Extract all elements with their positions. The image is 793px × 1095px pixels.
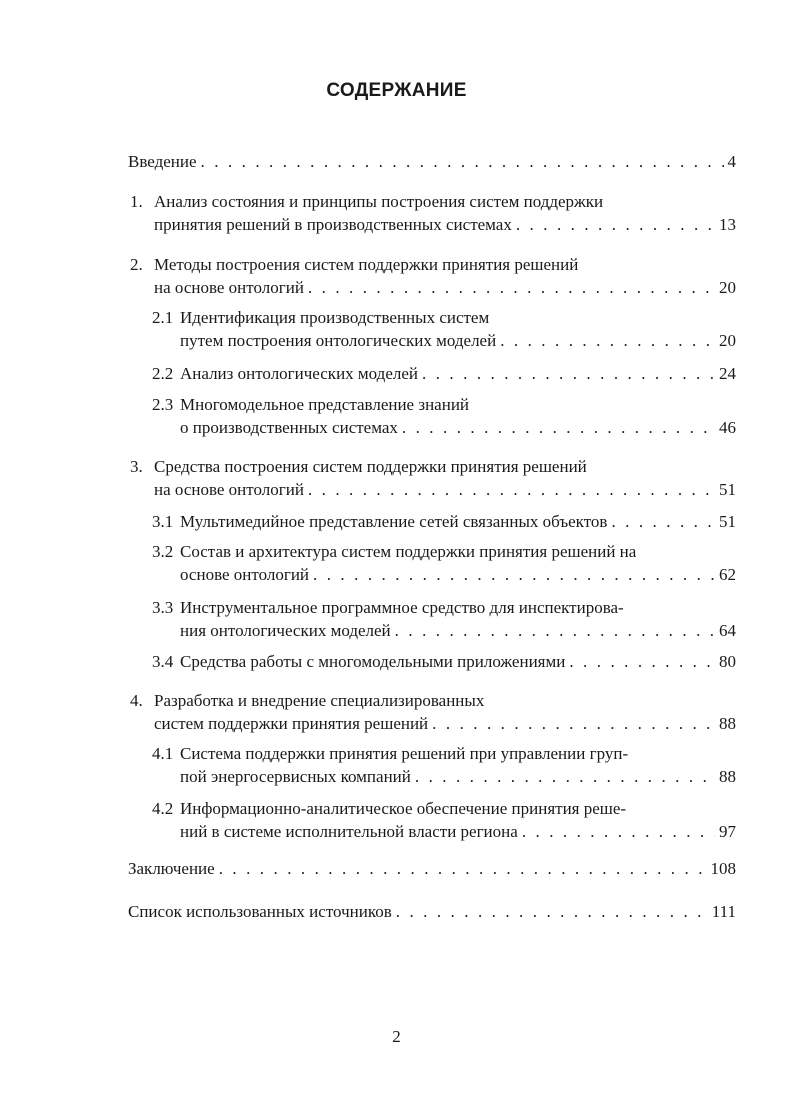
toc-entry-section-3-1[interactable] [152, 510, 736, 533]
toc-entry-title-line2: ний в системе исполнительной власти региона [180, 822, 518, 841]
toc-entry-number: 3.1 [152, 512, 174, 531]
toc-page-number: 80 [719, 652, 736, 671]
toc-entry-title-line2: принятия решений в производственных системах [154, 215, 512, 234]
toc-entry-number: 2.1 [152, 308, 174, 327]
dot-leader [516, 213, 715, 236]
toc-entry-title-line1: Средства построения систем поддержки принятия решений [154, 457, 587, 476]
toc-entry-chapter-1[interactable] [130, 190, 736, 236]
toc-entry-title-line2: систем поддержки принятия решений [154, 714, 429, 733]
toc-entry-number: 4. [130, 691, 143, 710]
dot-leader [402, 416, 715, 439]
toc-entry-title-line2: на основе онтологий [154, 480, 304, 499]
toc-entry-number: 3. [130, 457, 143, 476]
page-number: 2 [392, 1027, 401, 1046]
toc-entry-section-3-4[interactable] [152, 650, 736, 673]
toc-entry-title-line2: путем построения онтологических моделей [180, 331, 497, 350]
toc-entry-title: Введение [128, 152, 197, 171]
toc-entry-references[interactable] [128, 900, 736, 923]
toc-entry-title: Средства работы с многомодельными приложениями [180, 652, 566, 671]
toc-entry-number: 2.2 [152, 364, 174, 383]
dot-leader [308, 478, 715, 501]
toc-entry-number: 3.3 [152, 598, 174, 617]
toc-entry-title-line1: Многомодельное представление знаний [180, 395, 470, 414]
toc-page-number: 51 [719, 480, 736, 499]
dot-leader [522, 820, 715, 843]
toc-entry-section-2-2[interactable] [152, 362, 736, 385]
toc-entry-number: 2.3 [152, 395, 174, 414]
toc-page-number: 20 [719, 278, 736, 297]
toc-entry-title-line1: Состав и архитектура систем поддержки принятия решений на [180, 542, 637, 561]
toc-entry-number: 3.2 [152, 542, 174, 561]
dot-leader [422, 362, 715, 385]
toc-entry-number: 2. [130, 255, 143, 274]
toc-entry-title-line1: Идентификация производственных систем [180, 308, 490, 327]
dot-leader [611, 510, 715, 533]
toc-entry-title-line2: основе онтологий [180, 565, 310, 584]
toc-page-number: 108 [710, 859, 736, 878]
toc-entry-title-line2: ния онтологических моделей [180, 621, 391, 640]
dot-leader [396, 900, 708, 923]
toc-page-number: 62 [719, 565, 736, 584]
toc-entry-title: Заключение [128, 859, 215, 878]
toc-page-number: 88 [719, 714, 736, 733]
toc-entry-title: Мультимедийное представление сетей связанных объектов [180, 512, 608, 531]
toc-page-number: 64 [719, 621, 736, 640]
toc-page-number: 111 [711, 902, 736, 921]
toc-entry-number: 4.1 [152, 744, 174, 763]
toc-entry-title-line1: Методы построения систем поддержки принятия решений [154, 255, 579, 274]
toc-entry-number: 1. [130, 192, 143, 211]
toc-page-number: 24 [719, 364, 736, 383]
dot-leader [395, 619, 715, 642]
toc-entry-title-line1: Разработка и внедрение специализированных [154, 691, 485, 710]
toc-entry-section-2-3[interactable] [152, 393, 736, 439]
toc-page-number: 88 [719, 767, 736, 786]
toc-entry-section-3-2[interactable] [152, 540, 736, 586]
toc-page-number: 13 [719, 215, 736, 234]
toc-entry-section-2-1[interactable] [152, 306, 736, 352]
toc-entry-title-line1: Инструментальное программное средство для инспектирова- [180, 598, 624, 617]
toc-entry-title-line2: о производственных системах [180, 418, 398, 437]
toc-entry-chapter-3[interactable] [130, 455, 736, 501]
toc-entry-title: Анализ онтологических моделей [180, 364, 419, 383]
toc-page-number: 97 [719, 822, 736, 841]
toc-entry-title-line2: на основе онтологий [154, 278, 304, 297]
toc-entry-conclusion[interactable] [128, 857, 736, 880]
toc-entry-title-line2: пой энергосервисных компаний [180, 767, 411, 786]
toc-page-number: 20 [719, 331, 736, 350]
toc-entry-section-4-2[interactable] [152, 797, 736, 843]
toc-entry-chapter-2[interactable] [130, 253, 736, 299]
dot-leader [432, 712, 715, 735]
toc-entry-title-line1: Система поддержки принятия решений при управлении груп- [180, 744, 629, 763]
toc-entry-number: 3.4 [152, 652, 174, 671]
dot-leader [219, 857, 707, 880]
dot-leader [201, 150, 724, 173]
toc-entry-title: Список использованных источников [128, 902, 392, 921]
toc-entry-title-line1: Анализ состояния и принципы построения систем поддержки [154, 192, 604, 211]
toc-entry-number: 4.2 [152, 799, 174, 818]
dot-leader [569, 650, 715, 673]
dot-leader [500, 329, 715, 352]
toc-page-number: 46 [719, 418, 736, 437]
toc-entry-chapter-4[interactable] [130, 689, 736, 735]
dot-leader [415, 765, 715, 788]
dot-leader [313, 563, 715, 586]
toc-page-number: 4 [727, 152, 736, 171]
toc-entry-section-4-1[interactable] [152, 742, 736, 788]
page-title: СОДЕРЖАНИЕ [326, 80, 467, 101]
toc-entry-intro[interactable] [128, 150, 736, 173]
toc-entry-title-line1: Информационно-аналитическое обеспечение принятия реше- [180, 799, 627, 818]
toc-entry-section-3-3[interactable] [152, 596, 736, 642]
dot-leader [308, 276, 715, 299]
toc-page-number: 51 [719, 512, 736, 531]
